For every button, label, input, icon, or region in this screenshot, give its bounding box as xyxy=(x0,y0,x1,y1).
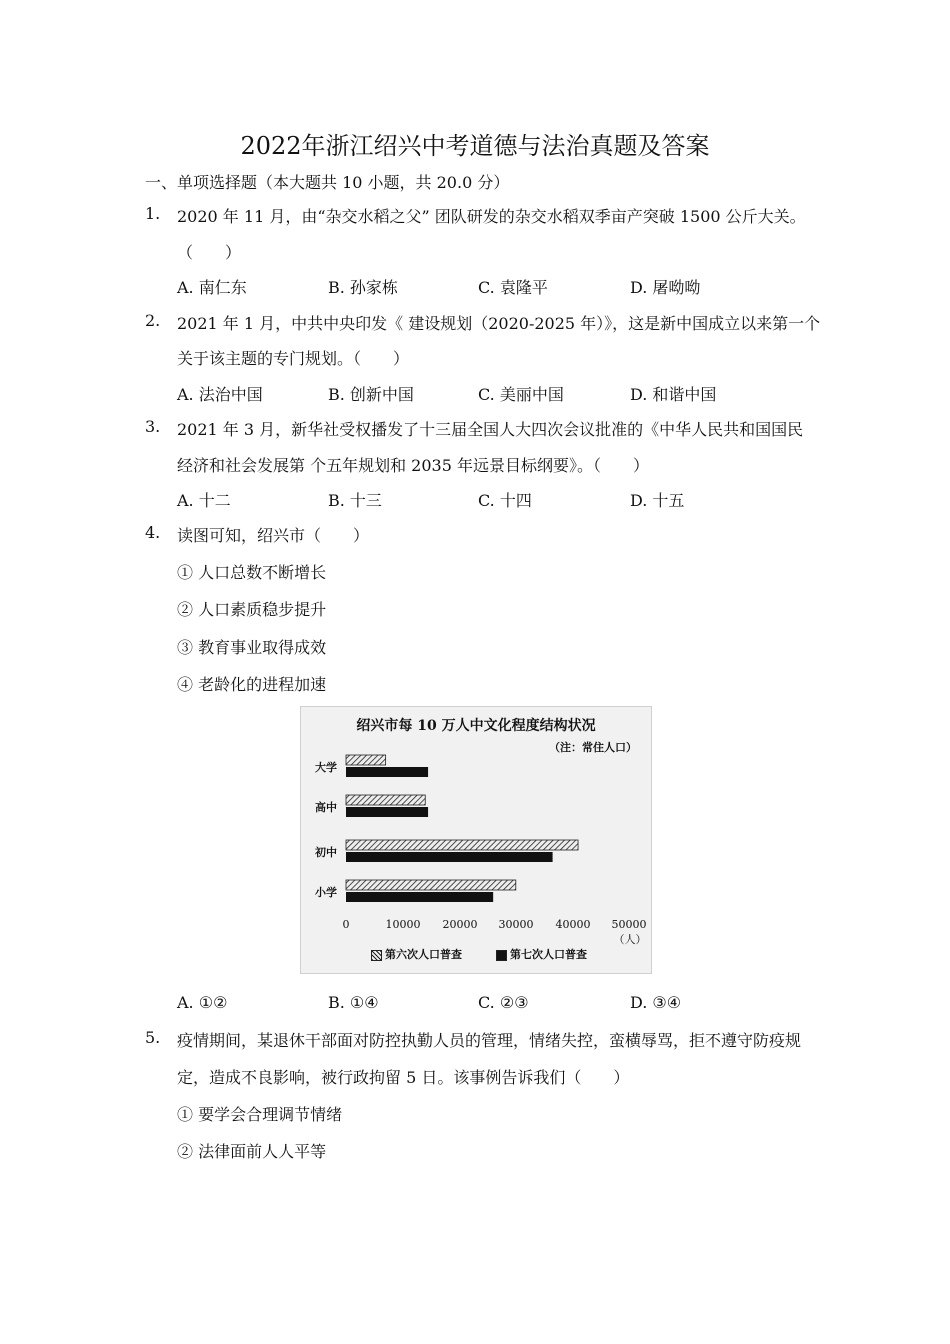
question-number: 2. xyxy=(145,311,161,330)
option-b: B. 创新中国 xyxy=(328,385,414,404)
option-d: D. ③④ xyxy=(630,993,682,1012)
question-stem-line: 读图可知，绍兴市（ ） xyxy=(177,526,370,545)
question-number: 3. xyxy=(145,417,161,436)
x-tick-label: 20000 xyxy=(442,918,478,931)
option-d: D. 十五 xyxy=(630,491,685,510)
option-c: C. ②③ xyxy=(478,993,529,1012)
legend-swatch-solid xyxy=(496,950,507,961)
category-label: 大学 xyxy=(315,761,337,774)
bar-seventh-census-3 xyxy=(346,892,493,902)
option-c: C. 十四 xyxy=(478,491,532,510)
statement-item: ② 人口素质稳步提升 xyxy=(177,600,327,619)
question-stem-line: 2021 年 3 月，新华社受权播发了十三届全国人大四次会议批准的《中华人民共和国国民 xyxy=(177,420,804,439)
x-tick-label: 40000 xyxy=(555,918,591,931)
legend-label: 第六次人口普查 xyxy=(385,948,462,961)
option-b: B. 孙家栋 xyxy=(328,278,398,297)
x-unit-label: （人） xyxy=(613,933,647,946)
question-stem-line: 2021 年 1 月，中共中央印发《 建设规划（2020-2025 年）》，这是新中国成立以来第一个 xyxy=(177,314,821,333)
category-label: 初中 xyxy=(315,846,337,859)
chart-note: （注：常住人口） xyxy=(549,741,637,754)
statement-item: ② 法律面前人人平等 xyxy=(177,1142,327,1161)
legend-label: 第七次人口普查 xyxy=(510,948,587,961)
education-chart xyxy=(300,706,652,974)
section-heading: 一、单项选择题（本大题共 10 小题，共 20.0 分） xyxy=(145,173,510,192)
bar-seventh-census-0 xyxy=(346,767,428,777)
statement-item: ③ 教育事业取得成效 xyxy=(177,638,327,657)
chart-plot xyxy=(301,707,651,973)
option-d: D. 屠呦呦 xyxy=(630,278,701,297)
question-number: 4. xyxy=(145,523,161,542)
legend-swatch-hatch xyxy=(371,950,382,961)
option-c: C. 美丽中国 xyxy=(478,385,564,404)
legend-item xyxy=(496,946,587,962)
statement-item: ① 人口总数不断增长 xyxy=(177,563,327,582)
question-stem-line: 定，造成不良影响，被行政拘留 5 日。该事例告诉我们（ ） xyxy=(177,1068,630,1087)
option-a: A. 十二 xyxy=(177,491,231,510)
page-title: 2022年浙江绍兴中考道德与法治真题及答案 xyxy=(240,132,710,160)
option-b: B. ①④ xyxy=(328,993,379,1012)
bar-sixth-census-3 xyxy=(346,880,516,890)
x-tick-label: 10000 xyxy=(385,918,421,931)
option-a: A. 法治中国 xyxy=(177,385,263,404)
question-stem-line: （ ） xyxy=(177,243,242,262)
option-c: C. 袁隆平 xyxy=(478,278,548,297)
question-stem-line: 关于该主题的专门规划。（ ） xyxy=(177,349,410,368)
statement-item: ① 要学会合理调节情绪 xyxy=(177,1105,343,1124)
legend-item xyxy=(371,946,462,962)
category-label: 小学 xyxy=(315,886,337,899)
question-stem-line: 2020 年 11 月，由“杂交水稻之父” 团队研发的杂交水稻双季亩产突破 1500 公斤大关。 xyxy=(177,207,806,226)
statement-item: ④ 老龄化的进程加速 xyxy=(177,675,327,694)
x-tick-label: 50000 xyxy=(611,918,647,931)
category-label: 高中 xyxy=(315,801,337,814)
question-stem-line: 疫情期间，某退休干部面对防控执勤人员的管理，情绪失控，蛮横辱骂，拒不遵守防疫规 xyxy=(177,1031,802,1050)
bar-sixth-census-0 xyxy=(346,755,386,765)
option-a: A. 南仁东 xyxy=(177,278,247,297)
bar-sixth-census-2 xyxy=(346,840,578,850)
x-tick-label: 30000 xyxy=(498,918,534,931)
bar-sixth-census-1 xyxy=(346,795,425,805)
option-d: D. 和谐中国 xyxy=(630,385,717,404)
question-number: 1. xyxy=(145,204,161,223)
bar-seventh-census-2 xyxy=(346,852,553,862)
bar-seventh-census-1 xyxy=(346,807,428,817)
question-stem-line: 经济和社会发展第 个五年规划和 2035 年远景目标纲要》。（ ） xyxy=(177,456,649,475)
chart-title: 绍兴市每 10 万人中文化程度结构状况 xyxy=(356,718,596,734)
x-tick-label: 0 xyxy=(342,918,350,931)
option-b: B. 十三 xyxy=(328,491,382,510)
question-number: 5. xyxy=(145,1028,161,1047)
option-a: A. ①② xyxy=(177,993,228,1012)
